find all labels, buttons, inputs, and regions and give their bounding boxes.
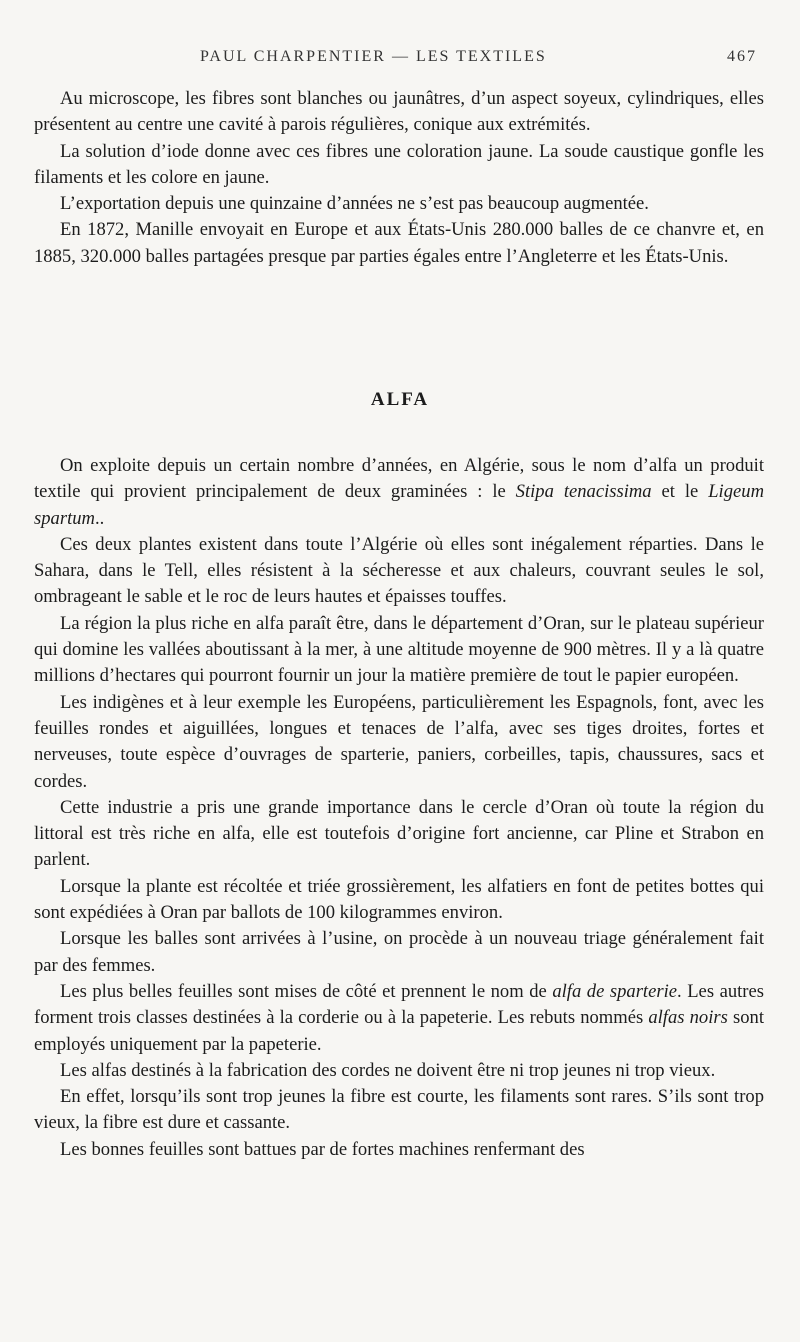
section-heading: ALFA [370,389,430,410]
paragraph [34,979,764,1058]
intro-text [34,86,764,270]
paragraph: Cette industrie a pris une grande importance dans le cercle d’Oran où toute la région du littoral est très riche en alfa, elle est toutefois d’origine fort ancienne, car Pline et Strabon en parlent. [34,796,764,871]
text-run: et le [651,481,709,503]
paragraph: La région la plus riche en alfa paraît être, dans le département d’Oran, sur le plateau supérieur qui domine les vallées aboutissant à la mer, à une altitude moyenne de 900 mètres. Il y a là quatre millions d’hectares qui pourront fournir un jour la matière première de tout le papier européen. [34,612,764,687]
section-text [34,453,764,1163]
running-head [0,48,800,72]
paragraph: En effet, lorsqu’ils sont trop jeunes la fibre est courte, les filaments sont rares. S’ils sont trop vieux, la fibre est dure et cassante. [34,1086,764,1134]
text-run: . Les autres forment trois classes destinées à la corderie ou à la papeterie. Les rebuts nommés [34,980,764,1029]
paragraph: L’exportation depuis une quinzaine d’années ne s’est pas beaucoup augmentée. [60,193,649,215]
text-run: On exploite depuis un certain nombre d’années, en Algérie, sous le nom d’alfa un produit textile qui provient principalement de deux graminées : le [34,455,764,503]
text-run: .. [94,507,105,529]
running-head-title: PAUL CHARPENTIER — LES TEXTILES [200,48,547,65]
text-run: sont employés uniquement par la papeterie. [34,1007,764,1055]
text-run: Les plus belles feuilles sont mises de côté et prennent le nom de [60,980,553,1002]
paragraph [34,453,764,532]
paragraph: Au microscope, les fibres sont blanches ou jaunâtres, d’un aspect soyeux, cylindriques, elles présentent au centre une cavité à parois régulières, conique aux extrémités. [34,88,764,136]
paragraph: Les bonnes feuilles sont battues par de fortes machines renfermant des [60,1138,585,1160]
paragraph: Ces deux plantes existent dans toute l’Algérie où elles sont inégalement réparties. Dans le Sahara, dans le Tell, elles résistent à la sécheresse et aux chaleurs, couvrant seules le sol, ombrageant le sable et le roc de leurs hautes et épaisses touffes. [34,533,764,608]
paragraph: Lorsque les balles sont arrivées à l’usine, on procède à un nouveau triage généralement fait par des femmes. [34,928,764,976]
species-name: Stipa tenacissima [515,481,652,503]
species-name: Ligeum spartum [34,481,764,529]
term: alfas noirs [648,1007,728,1029]
paragraph: Lorsque la plante est récoltée et triée grossièrement, les alfatiers en font de petites bottes qui sont expédiées à Oran par ballots de 100 kilogrammes environ. [34,875,764,924]
term: alfa de sparterie [552,980,678,1002]
paragraph: La solution d’iode donne avec ces fibres une coloration jaune. La soude caustique gonfle les filaments et les colore en jaune. [34,140,764,188]
paragraph: Les alfas destinés à la fabrication des cordes ne doivent être ni trop jeunes ni trop vieux. [60,1059,716,1081]
page-number: 467 [727,48,757,65]
paragraph: En 1872, Manille envoyait en Europe et aux États-Unis 280.000 balles de ce chanvre et, en 1885, 320.000 balles partagées presque par parties égales entre l’Angleterre et les États-Unis. [34,219,764,267]
paragraph: Les indigènes et à leur exemple les Européens, particulièrement les Espagnols, font, avec les feuilles rondes et aiguillées, longues et tenaces de l’alfa, avec ses tiges droites, fortes et nerveuses, toute espèce d’ouvrages de sparterie, paniers, corbeilles, tapis, chaussures, sacs et cordes. [34,691,764,792]
